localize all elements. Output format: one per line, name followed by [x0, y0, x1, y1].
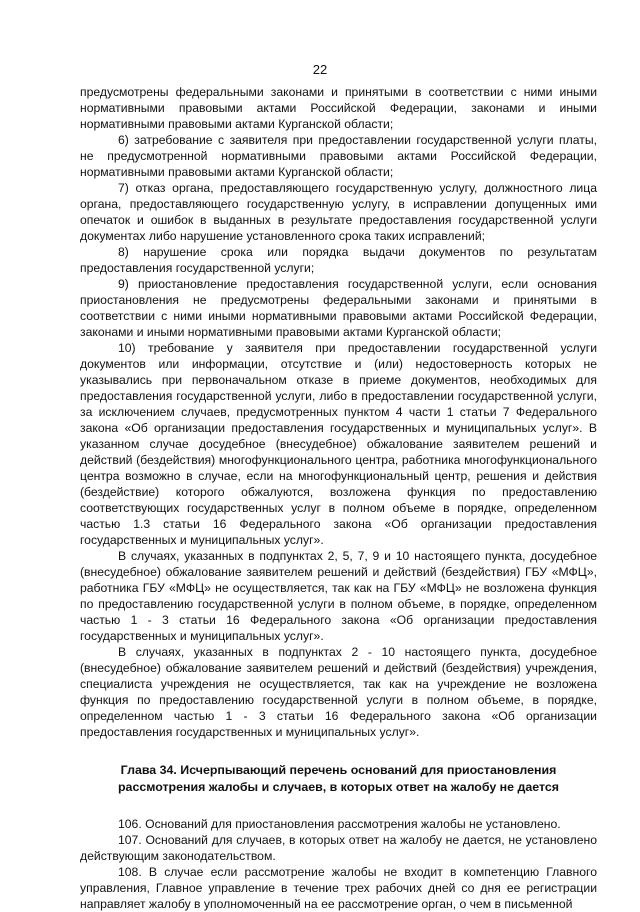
paragraph-mfc-cases: В случаях, указанных в подпунктах 2, 5, 7, 9 и 10 настоящего пункта, досудебное (внесудебное) обжалование заявителем решений и действий (бездействия) ГБУ «МФЦ», работника ГБУ «МФЦ» не осуществляется, так как на ГБУ «МФЦ» не возложена функция по предоставлению государственной услуги в полном объеме, в порядке, определенном частью 1 - 3 статьи 16 Федерального закона «Об организации предоставления государственных и муниципальных услуг».	[80, 549, 597, 643]
paragraph-106: 106. Оснований для приостановления рассмотрения жалобы не установлено.	[118, 817, 561, 831]
paragraph-continuation: предусмотрены федеральными законами и принятыми в соответствии с ними иными нормативными правовыми актами Российской Федерации, законами и иными нормативными правовыми актами Курганской области;	[80, 85, 597, 131]
paragraph-item-9: 9) приостановление предоставления государственной услуги, если основания приостановления не предусмотрены федеральными законами и принятыми в соответствии с ними иными нормативными правовыми актами Российской Федерации, законами и иными нормативными правовыми актами Курганской области;	[80, 277, 597, 339]
page-number: 22	[312, 62, 328, 77]
chapter-heading-line-2: рассмотрения жалобы и случаев, в которых ответ на жалобу не дается	[117, 780, 560, 794]
chapter-heading	[80, 762, 597, 796]
document-body	[80, 84, 597, 912]
paragraph-item-10: 10) требование у заявителя при предоставлении государственной услуги документов или информации, отсутствие и (или) недостоверность которых не указывались при первоначальном отказе в приеме документов, необходимых для предоставления государственной услуги, либо в предоставлении государственной услуги, за исключением случаев, предусмотренных пунктом 4 части 1 статьи 7 Федерального закона «Об организации предоставления государственных и муниципальных услуг». В указанном случае досудебное (внесудебное) обжалование заявителем решений и действий (бездействия) многофункционального центра, работника многофункционального центра возможно в случае, если на многофункциональный центр, решения и действия (бездействие) которого обжалуются, возложена функция по предоставлению соответствующих государственных услуг в полном объеме в порядке, определенном частью 1.3 статьи 16 Федерального закона «Об организации предоставления государственных и муниципальных услуг».	[80, 341, 597, 547]
paragraph-107: 107. Оснований для случаев, в которых ответ на жалобу не дается, не установлено действующим законодательством.	[80, 833, 597, 863]
paragraph-108: 108. В случае если рассмотрение жалобы не входит в компетенцию Главного управления, Главное управление в течение трех рабочих дней со дня ее регистрации направляет жалобу в уполномоченный на ее рассмотрение орган, о чем в письменной	[80, 865, 597, 911]
paragraph-item-6: 6) затребование с заявителя при предоставлении государственной услуги платы, не предусмотренной нормативными правовыми актами Российской Федерации, нормативными правовыми актами Курганской области;	[80, 133, 597, 179]
paragraph-item-8: 8) нарушение срока или порядка выдачи документов по результатам предоставления государственной услуги;	[80, 245, 597, 275]
paragraph-institution-cases: В случаях, указанных в подпунктах 2 - 10 настоящего пункта, досудебное (внесудебное) обжалование заявителем решений и действий (бездействия) учреждения, специалиста учреждения не осуществляется, так как на учреждение не возложена функция по предоставлению государственной услуги в полном объеме, в порядке, определенном частью 1 - 3 статьи 16 Федерального закона «Об организации предоставления государственных и муниципальных услуг».	[80, 645, 597, 739]
paragraph-item-7: 7) отказ органа, предоставляющего государственную услугу, должностного лица органа, предоставляющего государственную услугу, в исправлении допущенных ими опечаток и ошибок в выданных в результате предоставления государственной услуги документах либо нарушение установленного срока таких исправлений;	[80, 181, 597, 243]
chapter-heading-line-1: Глава 34. Исчерпывающий перечень оснований для приостановления	[120, 763, 557, 777]
